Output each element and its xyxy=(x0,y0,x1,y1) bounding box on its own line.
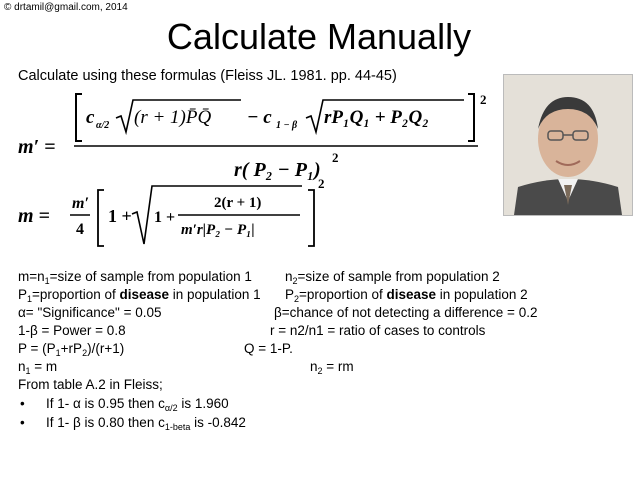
c-alpha: c xyxy=(86,107,95,128)
def-line-3-right: β=chance of not detecting a difference = 0.2 xyxy=(274,305,538,320)
minus-c-beta: − c xyxy=(247,107,272,128)
exponent-2: 2 xyxy=(480,92,487,107)
root1-expr: (r + 1)P̄Q̄ xyxy=(134,107,212,128)
def-line-6-left: $n_1 = m$ xyxy=(18,359,58,376)
frac-den: 4 xyxy=(76,221,84,238)
bullet-item-2: • If 1- β is 0.80 then $c_{1-beta}$ is -0.842 xyxy=(20,415,246,432)
def-line-3-left: α= "Significance" = 0.05 xyxy=(18,305,162,320)
inner-num: 2(r + 1) xyxy=(214,195,262,211)
slide-title: Calculate Manually xyxy=(166,16,472,57)
def-line-1-right: $n_2=size$ of sample from population 2 xyxy=(285,269,500,286)
def-line-5-right: Q = 1-P. xyxy=(244,341,293,356)
def-line-1-left: $m=n_1=size$ of sample from population 1 xyxy=(18,269,252,286)
c-alpha-sub: α/2 xyxy=(96,120,110,131)
inner-den: m′r|P₂ − P₁| xyxy=(181,222,255,238)
denominator-exp: 2 xyxy=(332,150,339,165)
def-line-4-left: 1-β = Power = 0.8 xyxy=(18,323,126,338)
subtitle: Calculate using these formulas (Fleiss JL. 1981. pp. 44-45) xyxy=(18,68,397,84)
def-line-6-right: $n_2$ = rm xyxy=(310,359,354,376)
def-line-4-right: r = n2/n1 = ratio of cases to controls xyxy=(270,323,486,338)
copyright-notice: © drtamil@gmail.com, 2014 xyxy=(4,2,128,13)
denominator: r( P₂ − P₁) xyxy=(234,159,321,181)
root2-expr: rP₁Q₁ + P₂Q₂ xyxy=(324,107,429,128)
bullet-icon: • xyxy=(20,396,25,411)
def-line-2-right: $P_2=proportion$ of disease in population 2 xyxy=(285,287,528,304)
inner-one-plus: 1 + xyxy=(154,209,176,226)
mprime-lhs: m′ = xyxy=(18,136,56,158)
frac-num: m′ xyxy=(72,195,89,212)
bullet-icon: • xyxy=(20,415,25,430)
formula-block xyxy=(18,86,498,256)
bullet-item-1: • If 1- α is 0.95 then $c_{\alpha/2}$ is 1.960 xyxy=(20,396,229,413)
one-plus: 1 + xyxy=(108,206,132,226)
m-exp: 2 xyxy=(318,176,325,191)
m-lhs: m = xyxy=(18,205,50,227)
def-line-5-left: $P = (P_1+rP_2)/(r+1)$ xyxy=(18,341,125,358)
author-photo xyxy=(503,74,633,216)
def-line-2-left: $P_1=proportion$ of disease in population 1 xyxy=(18,287,261,304)
def-line-7: From table A.2 in Fleiss; xyxy=(18,377,163,392)
c-beta-sub: 1 − β xyxy=(276,120,298,131)
